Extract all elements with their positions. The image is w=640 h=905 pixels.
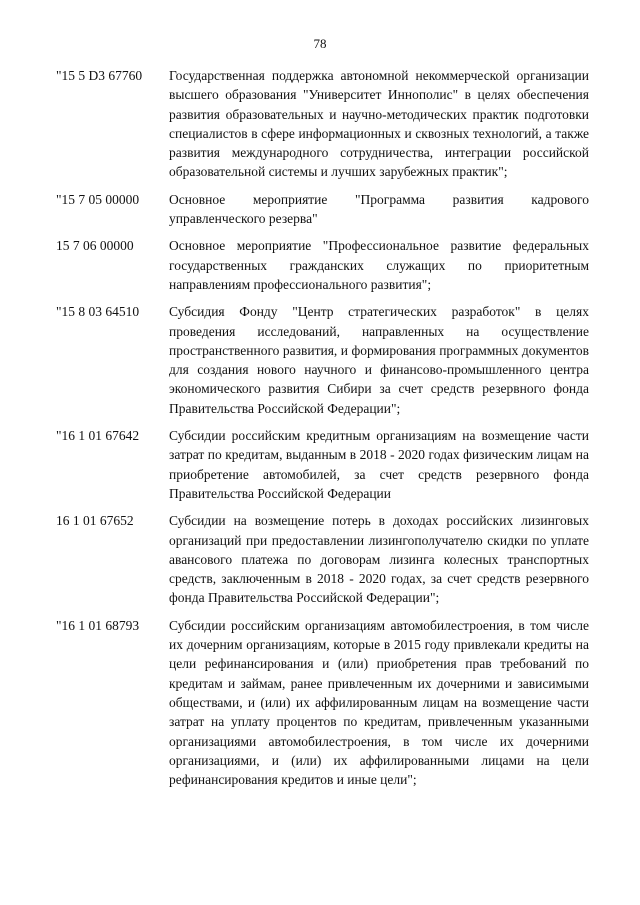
list-item [56,66,589,182]
list-item [56,616,589,790]
budget-code: 15 7 06 00000 [56,238,134,254]
list-item [56,190,589,229]
entry-description: Субсидии на возмещение потерь в доходах российских лизинговых организаций при предоставлении лизингополучателю скидки по уплате авансового платежа по договорам лизинга колесных транспортных средств, заключенным в 2018 - 2020 годах, за счет средств резервного фонда Правительства Российской Федерации"; [169,513,589,606]
budget-code-list [56,66,589,797]
budget-code: 16 1 01 67652 [56,513,134,529]
entry-description: Государственная поддержка автономной некоммерческой организации высшего образования "Университет Иннополис" в целях обеспечения развития образовательных и научно-методических практик подготовки специалистов в сфере информационных и сквозных технологий, а также развития международного сотрудничества, интеграции российской образовательной системы и лучших зарубежных практик"; [169,68,589,180]
budget-code: "16 1 01 67642 [56,428,140,444]
entry-description: Субсидии российским организациям автомобилестроения, в том числе их дочерним организациям, которые в 2015 году привлекали кредиты на цели рефинансирования и (или) приобретения прав требований по кредитам и займам, ранее привлеченным их дочерними и зависимыми обществами, и (или) их аффилированным лицам на возмещение части затрат на уплату процентов по кредитам, привлеченным указанными организациями автомобилестроения, в том числе их дочерними организациями, и (или) их аффилированными лицами на цели рефинансирования кредитов и иные цели"; [169,617,589,788]
budget-code: "15 5 D3 67760 [56,68,143,83]
budget-code: "15 8 03 64510 [56,304,140,320]
list-item [56,236,589,294]
entry-description: Основное мероприятие "Программа развития кадрового управленческого резерва" [169,191,589,227]
list-item [56,302,589,418]
list-item [56,511,589,607]
entry-description: Субсидии российским кредитным организациям на возмещение части затрат по кредитам, выданным в 2018 - 2020 годах физическим лицам на приобретение автомобилей, за счет средств резервного фонда Правительства Российской Федерации [169,428,589,501]
budget-code: "16 1 01 68793 [56,617,140,633]
list-item [56,426,589,503]
page-number: 78 [313,36,327,51]
entry-description: Основное мероприятие "Профессиональное развитие федеральных государственных гражданских служащих по приоритетным направлениям профессионального развития"; [169,238,589,292]
budget-code: "15 7 05 00000 [56,191,140,207]
entry-description: Субсидия Фонду "Центр стратегических разработок" в целях проведения исследований, направленных на осуществление пространственного развития, и формирования программных документов для создания нового научного и финансово-промышленного центра экономического развития Сибири за счет средств резервного фонда Правительства Российской Федерации"; [169,304,589,416]
